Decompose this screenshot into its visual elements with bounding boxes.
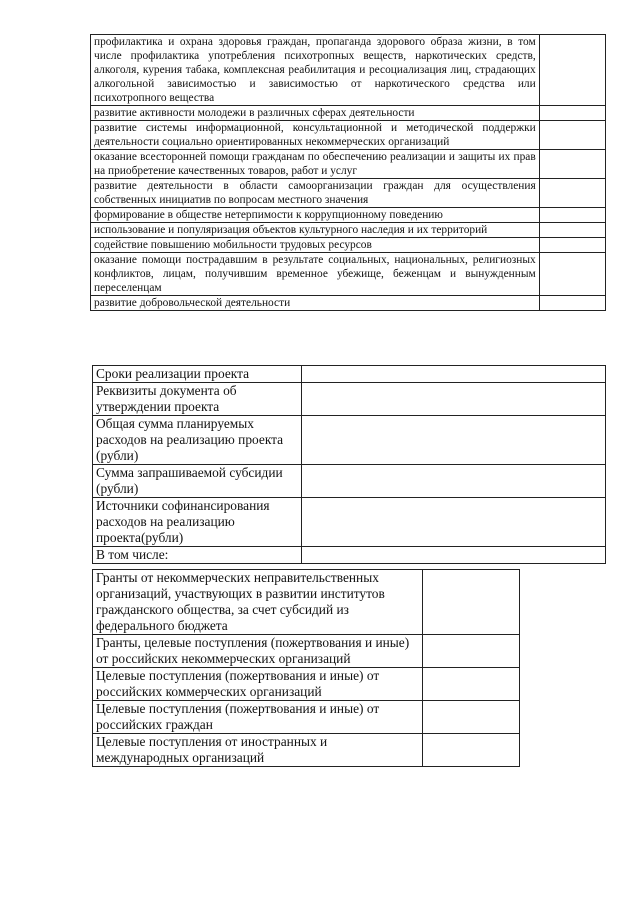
- direction-text: содействие повышению мобильности трудовых ресурсов: [91, 238, 540, 253]
- table-row: [93, 734, 520, 767]
- direction-text: формирование в обществе нетерпимости к коррупционному поведению: [91, 208, 540, 223]
- table-row: [93, 383, 606, 416]
- project-info-label: В том числе:: [93, 547, 302, 564]
- direction-mark-cell[interactable]: [539, 238, 605, 253]
- direction-mark-cell[interactable]: [539, 208, 605, 223]
- project-info-value[interactable]: [302, 383, 606, 416]
- directions-table: [90, 34, 606, 311]
- funding-source-label: Целевые поступления от иностранных и международных организаций: [93, 734, 423, 767]
- project-info-value[interactable]: [302, 416, 606, 465]
- table-row: [91, 150, 606, 179]
- project-info-label: Реквизиты документа об утверждении проекта: [93, 383, 302, 416]
- project-info-value[interactable]: [302, 465, 606, 498]
- funding-source-value[interactable]: [422, 570, 519, 635]
- direction-mark-cell[interactable]: [539, 150, 605, 179]
- direction-mark-cell[interactable]: [539, 223, 605, 238]
- direction-text: профилактика и охрана здоровья граждан, пропаганда здорового образа жизни, в том числе профилактика употребления психотропных веществ, наркотических средств, алкоголя, курения табака, комплексная реабилитация и ресоциализация лиц, страдающих алкогольной зависимостью и зависимостью от наркотического средства или психотропного вещества: [91, 35, 540, 106]
- funding-source-value[interactable]: [422, 701, 519, 734]
- table-row: [91, 296, 606, 311]
- project-info-value[interactable]: [302, 498, 606, 547]
- funding-sources-table: [92, 569, 520, 767]
- table-row: [93, 668, 520, 701]
- table-row: [91, 179, 606, 208]
- table-row: [93, 635, 520, 668]
- table-row: [91, 253, 606, 296]
- direction-text: оказание всесторонней помощи гражданам по обеспечению реализации и защиты их прав на приобретение качественных товаров, работ и услуг: [91, 150, 540, 179]
- table-row: [93, 547, 606, 564]
- direction-text: развитие активности молодежи в различных сферах деятельности: [91, 106, 540, 121]
- table-row: [93, 498, 606, 547]
- table-row: [93, 570, 520, 635]
- direction-text: использование и популяризация объектов культурного наследия и их территорий: [91, 223, 540, 238]
- funding-source-label: Гранты от некоммерческих неправительственных организаций, участвующих в развитии институтов гражданского общества, за счет субсидий из федерального бюджета: [93, 570, 423, 635]
- project-info-label: Сумма запрашиваемой субсидии (рубли): [93, 465, 302, 498]
- direction-mark-cell[interactable]: [539, 253, 605, 296]
- funding-source-label: Целевые поступления (пожертвования и иные) от российских граждан: [93, 701, 423, 734]
- table-row: [91, 35, 606, 106]
- table-row: [93, 701, 520, 734]
- table-row: [93, 366, 606, 383]
- table-row: [93, 465, 606, 498]
- table-row: [91, 223, 606, 238]
- table-row: [91, 238, 606, 253]
- project-info-value[interactable]: [302, 547, 606, 564]
- funding-source-value[interactable]: [422, 635, 519, 668]
- direction-text: развитие добровольческой деятельности: [91, 296, 540, 311]
- direction-mark-cell[interactable]: [539, 35, 605, 106]
- funding-source-value[interactable]: [422, 668, 519, 701]
- project-info-label: Источники софинансирования расходов на реализацию проекта(рубли): [93, 498, 302, 547]
- funding-source-label: Гранты, целевые поступления (пожертвования и иные) от российских некоммерческих организаций: [93, 635, 423, 668]
- project-info-label: Сроки реализации проекта: [93, 366, 302, 383]
- table-row: [91, 121, 606, 150]
- project-info-value[interactable]: [302, 366, 606, 383]
- table-row: [93, 416, 606, 465]
- project-info-label: Общая сумма планируемых расходов на реализацию проекта (рубли): [93, 416, 302, 465]
- direction-mark-cell[interactable]: [539, 106, 605, 121]
- direction-mark-cell[interactable]: [539, 179, 605, 208]
- funding-source-value[interactable]: [422, 734, 519, 767]
- funding-source-label: Целевые поступления (пожертвования и иные) от российских коммерческих организаций: [93, 668, 423, 701]
- project-info-table: [92, 365, 606, 564]
- direction-text: оказание помощи пострадавшим в результате социальных, национальных, религиозных конфликтов, лицам, получившим временное убежище, беженцам и вынужденным переселенцам: [91, 253, 540, 296]
- direction-text: развитие деятельности в области самоорганизации граждан для осуществления собственных инициатив по вопросам местного значения: [91, 179, 540, 208]
- table-row: [91, 208, 606, 223]
- direction-mark-cell[interactable]: [539, 121, 605, 150]
- direction-mark-cell[interactable]: [539, 296, 605, 311]
- direction-text: развитие системы информационной, консультационной и методической поддержки деятельности социально ориентированных некоммерческих организаций: [91, 121, 540, 150]
- table-row: [91, 106, 606, 121]
